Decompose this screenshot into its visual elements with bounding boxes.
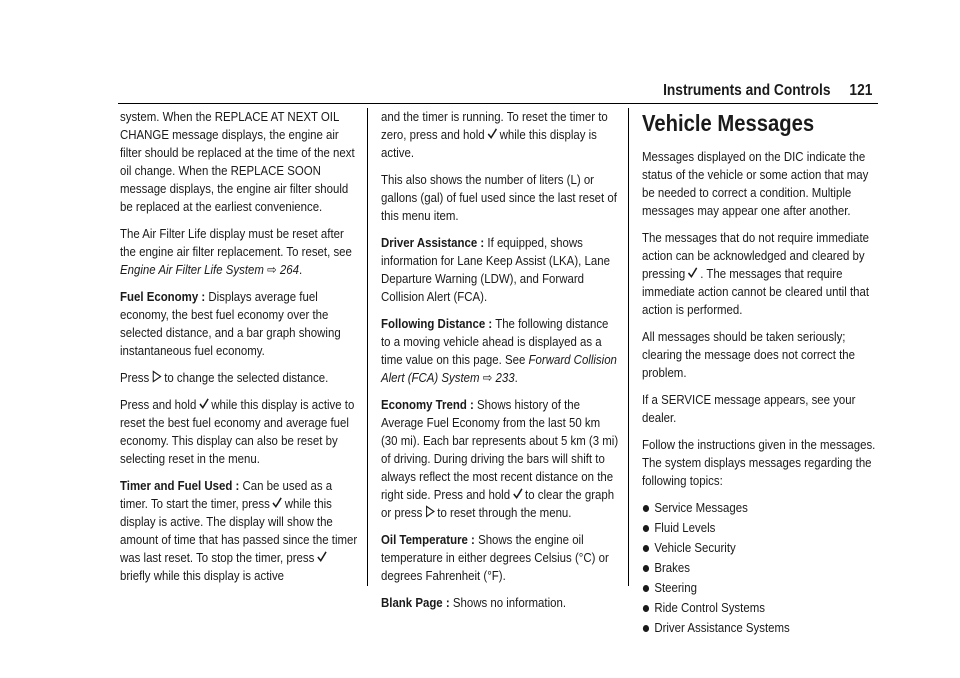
checkmark-icon: [272, 496, 283, 509]
definition-term: Driver Assistance :: [381, 235, 485, 250]
checkmark-icon: [512, 487, 523, 500]
cross-reference-link[interactable]: Forward Collision Alert (FCA) System: [381, 352, 617, 385]
paragraph: All messages should be taken seriously; clearing the message does not correct the problem.: [642, 329, 856, 380]
bullet-icon: [643, 585, 649, 592]
definition-driver-assistance: Driver Assistance : If equipped, shows information for Lane Keep Assist (LKA), Lane Departure Warning (LDW), and Forward Collision Alert (FCA).: [381, 235, 610, 304]
definition-term: Blank Page :: [381, 595, 450, 610]
triangle-right-icon: [424, 505, 435, 518]
definition-fuel-economy: Fuel Economy : Displays average fuel economy, the best fuel economy over the selected distance, and a bar graph showing instantaneous fuel economy.: [120, 289, 341, 358]
list-item: Driver Assistance Systems: [642, 619, 880, 637]
definition-blank-page: Blank Page : Shows no information.: [381, 595, 567, 610]
checkmark-icon: [486, 127, 497, 140]
column-3: [642, 108, 880, 639]
definition-term: Fuel Economy :: [120, 289, 206, 304]
page-reference-icon: ⇨: [267, 262, 277, 277]
page-reference-icon: ⇨: [482, 370, 493, 385]
bullet-icon: [643, 505, 649, 512]
paragraph: Messages displayed on the DIC indicate the status of the vehicle or some action that may be needed to correct a condition. Multiple messages may appear one after another.: [642, 149, 869, 218]
bullet-icon: [643, 625, 649, 632]
paragraph: If a SERVICE message appears, see your dealer.: [642, 392, 856, 425]
list-item: Steering: [642, 579, 880, 597]
definition-timer-fuel-used: Timer and Fuel Used : Can be used as a timer. To start the timer, press while this display is active. The display will show the amount of time that has passed since the timer was last reset. To stop the timer, pressbriefly while this display is active: [120, 478, 358, 583]
page-reference-number[interactable]: 233: [495, 370, 515, 385]
paragraph: The Air Filter Life display must be reset after the engine air filter replacement. To reset, see Engine Air Filter Life System ⇨ 264.: [120, 226, 352, 277]
definition-term: Timer and Fuel Used :: [120, 478, 240, 493]
column-1: [120, 108, 358, 594]
definition-term: Economy Trend :: [381, 397, 474, 412]
list-item: Vehicle Security: [642, 539, 880, 557]
bullet-icon: [643, 565, 649, 572]
list-item: Service Messages: [642, 499, 880, 517]
section-heading: Vehicle Messages: [642, 110, 815, 136]
definition-economy-trend: Economy Trend : Shows history of the Average Fuel Economy from the last 50 km (30 mi). Each bar represents about 5 km (3 mi) of driving. During driving the bars will shift to always reflect the most recent distance on the right side. Press and hold to clear the graph or press to reset through the menu.: [381, 397, 619, 520]
list-item: Fluid Levels: [642, 519, 880, 537]
column-divider: [367, 108, 368, 586]
page-reference-number[interactable]: 264: [279, 262, 299, 277]
header-rule: [118, 103, 878, 104]
page-header: [663, 82, 872, 100]
checkmark-icon: [316, 550, 327, 563]
definition-oil-temperature: Oil Temperature : Shows the engine oil temperature in either degrees Celsius (°C) or degrees Fahrenheit (°F).: [381, 532, 609, 583]
bullet-icon: [643, 525, 649, 532]
checkmark-icon: [687, 266, 698, 279]
definition-term: Oil Temperature :: [381, 532, 475, 547]
list-item: Brakes: [642, 559, 880, 577]
column-divider: [628, 108, 629, 586]
triangle-right-icon: [151, 370, 162, 383]
page-number: 121: [849, 82, 872, 99]
section-title: Instruments and Controls: [662, 82, 831, 99]
bullet-icon: [643, 545, 649, 552]
paragraph: Press and hold while this display is active to reset the best fuel economy and average fuel economy. This display can also be reset by selecting reset in the menu.: [120, 397, 355, 466]
paragraph: Press to change the selected distance.: [120, 370, 329, 385]
definition-following-distance: Following Distance : The following distance to a moving vehicle ahead is displayed as a time value on this page. See Forward Collision Alert (FCA) System ⇨ 233.: [381, 316, 617, 385]
definition-term: Following Distance :: [381, 316, 493, 331]
paragraph: and the timer is running. To reset the timer to zero, press and hold while this display is active.: [381, 109, 608, 160]
paragraph: Follow the instructions given in the messages. The system displays messages regarding the following topics:: [642, 437, 876, 488]
list-item: Ride Control Systems: [642, 599, 880, 617]
paragraph: system. When the REPLACE AT NEXT OIL CHANGE message displays, the engine air filter should be replaced at the time of the next oil change. When the REPLACE SOON message displays, the engine air filter should be replaced at the earliest convenience.: [120, 109, 355, 214]
cross-reference-link[interactable]: Engine Air Filter Life System: [120, 262, 264, 277]
paragraph: This also shows the number of liters (L) or gallons (gal) of fuel used since the last reset of this menu item.: [381, 172, 617, 223]
column-2: [381, 108, 619, 621]
topic-list: [642, 499, 880, 637]
paragraph: The messages that do not require immediate action can be acknowledged and cleared by pressing . The messages that require immediate action cannot be cleared until that action is performed.: [642, 230, 870, 317]
bullet-icon: [643, 605, 649, 612]
checkmark-icon: [198, 397, 209, 410]
